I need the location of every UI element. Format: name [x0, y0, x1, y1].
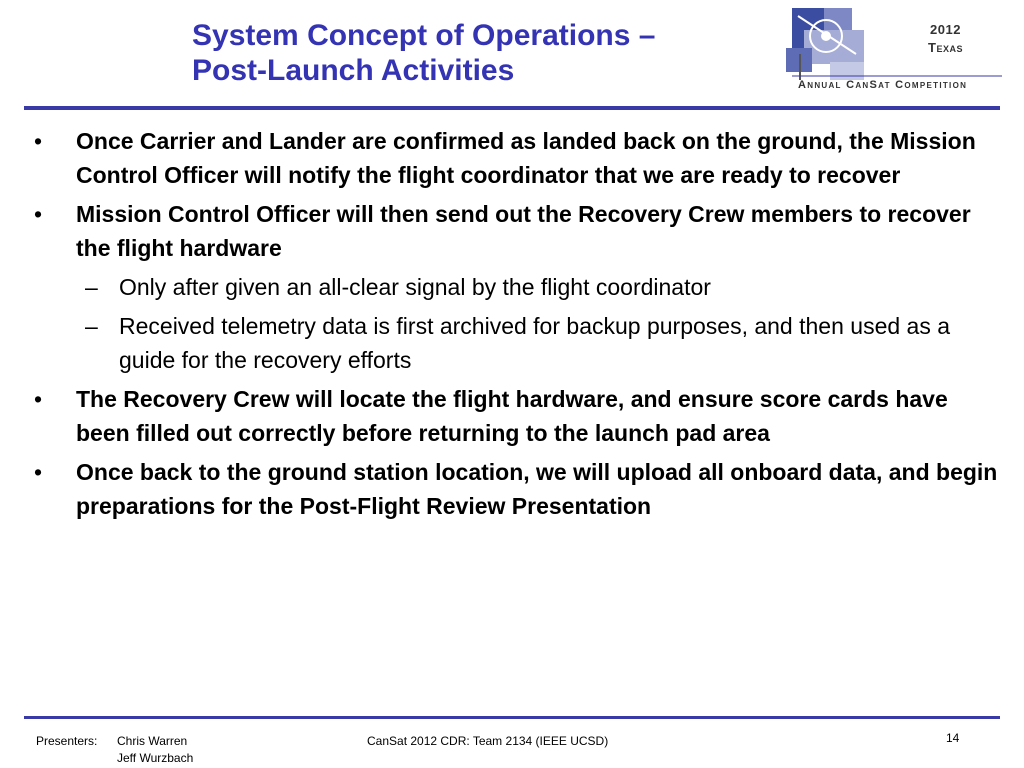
- footer-presenter-1: Chris Warren: [117, 734, 188, 748]
- title-divider: [24, 106, 1000, 110]
- logo-competition-name: Annual CanSat Competition: [798, 79, 968, 91]
- sub-bullet-marker: –: [85, 274, 98, 300]
- logo-state: Texas: [928, 40, 963, 55]
- sub-bullet-text: Only after given an all-clear signal by the flight coordinator: [119, 274, 711, 300]
- bullet-text: Mission Control Officer will then send out the Recovery Crew members to recover the flight hardware: [76, 201, 971, 261]
- bullet-marker: •: [34, 201, 43, 227]
- bullet-text: Once Carrier and Lander are confirmed as landed back on the ground, the Mission Control Officer will notify the flight coordinator that we are ready to recover: [76, 128, 976, 188]
- bullet-marker: •: [34, 386, 43, 412]
- sub-bullet-text: Received telemetry data is first archived for backup purposes, and then used as a guide for the recovery efforts: [119, 313, 951, 373]
- sub-bullet-marker: –: [85, 313, 98, 339]
- slide-body: [28, 124, 998, 528]
- footer-team-info: CanSat 2012 CDR: Team 2134 (IEEE UCSD): [367, 734, 609, 748]
- footer-divider: [24, 716, 1000, 719]
- slide-title: [192, 18, 752, 88]
- bullet-marker: •: [34, 128, 43, 154]
- logo-year: 2012: [930, 22, 961, 37]
- bullet-item: [28, 382, 998, 450]
- slide-title-line-1: System Concept of Operations –: [192, 19, 656, 52]
- footer-presenters-label: Presenters:: [36, 734, 98, 748]
- slide-title-line-2: Post-Launch Activities: [192, 54, 515, 87]
- bullet-item: [28, 455, 998, 523]
- bullet-text: The Recovery Crew will locate the flight hardware, and ensure score cards have been filled out correctly before returning to the launch pad area: [76, 386, 948, 446]
- bullet-item: [28, 197, 998, 265]
- sub-bullet-item: [28, 309, 998, 377]
- footer-presenter-2: Jeff Wurzbach: [117, 751, 194, 765]
- sub-bullet-item: [28, 270, 998, 304]
- page-number: 14: [946, 731, 960, 745]
- bullet-marker: •: [34, 459, 43, 485]
- bullet-text: Once back to the ground station location, we will upload all onboard data, and begin preparations for the Post-Flight Review Presentation: [76, 459, 998, 519]
- bullet-item: [28, 124, 998, 192]
